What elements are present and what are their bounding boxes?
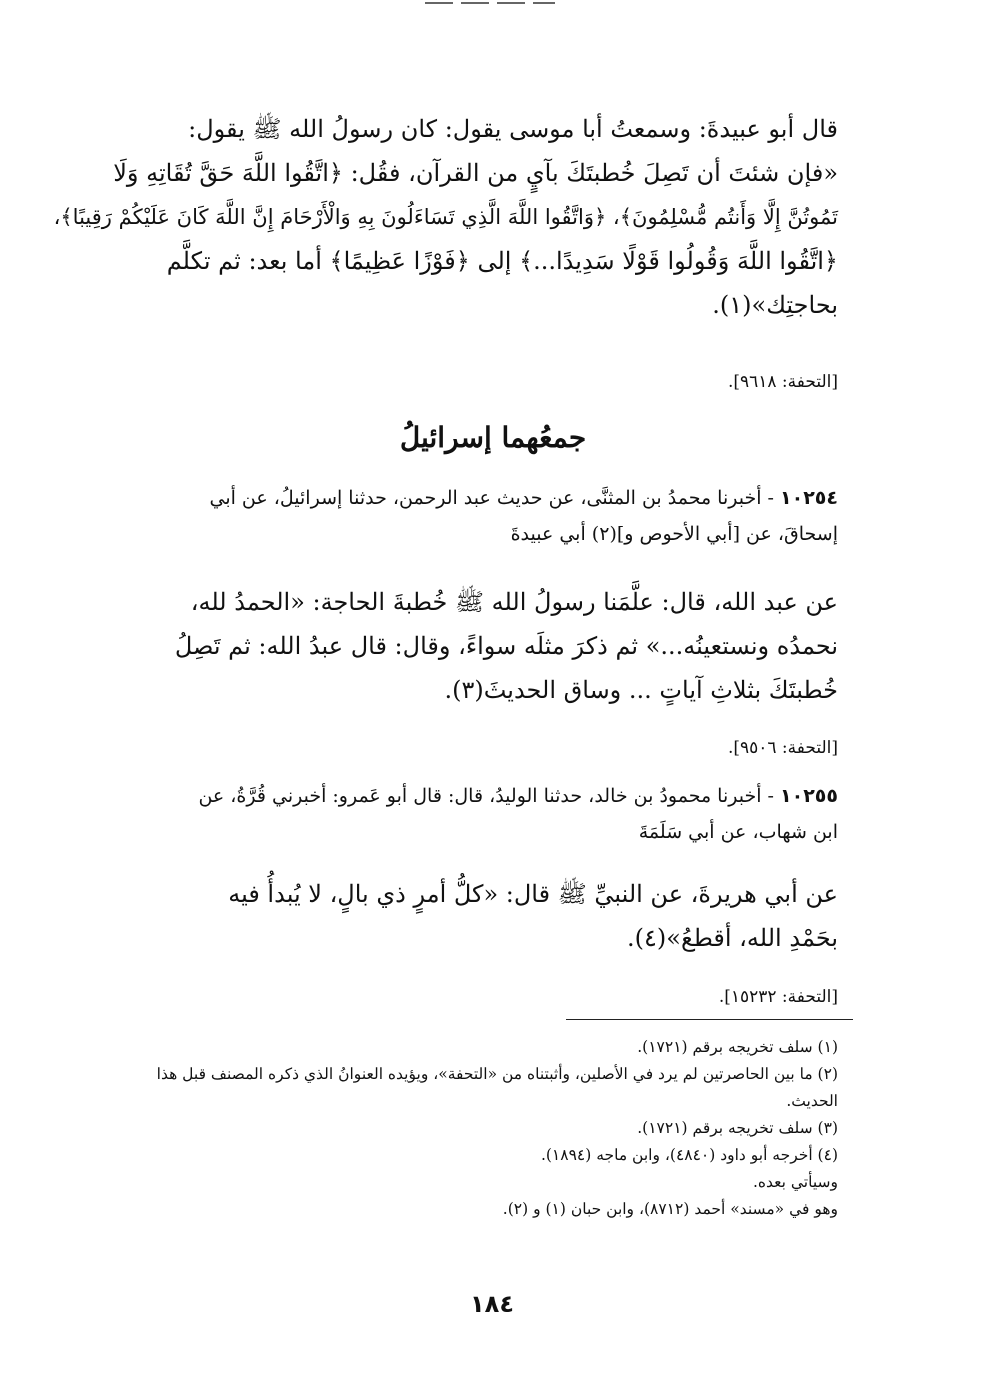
text-line: بحَمْدِ الله، أقطعُ»(٤). xyxy=(627,924,838,952)
hadith-isnad-line xyxy=(148,480,838,516)
footnote-line: (٤) أخرجه أبو داود (٤٨٤٠)، وابن ماجه (١٨٩٤). xyxy=(540,1146,838,1164)
footnotes xyxy=(148,1034,838,1223)
intro-paragraph xyxy=(53,107,838,327)
text-line: خُطبتَكَ بثلاثِ آياتٍ ... وساق الحديثَ(٣). xyxy=(444,676,838,704)
section-heading: جمعُهما إسرائيلُ xyxy=(399,421,587,454)
hadith-10255 xyxy=(148,778,838,850)
text-line: تَمُوتُنَّ إِلَّا وَأَنتُم مُّسْلِمُونَ﴾، ﴿وَاتَّقُوا اللَّهَ الَّذِي تَسَاءَلُونَ بِهِ وَالْأَرْحَامَ إِنَّ اللَّهَ كَانَ عَلَيْكُمْ رَقِيبًا﴾، xyxy=(53,205,838,229)
hadith-isnad-line: ابن شهاب، عن أبي سَلَمَةَ xyxy=(638,821,838,843)
hadith-isnad-line: إسحاقَ، عن [أبي الأحوص و](٢) أبي عبيدةَ xyxy=(510,523,838,545)
footnote-separator xyxy=(566,1019,853,1020)
footnote-line: وسيأتي بعده. xyxy=(752,1173,838,1191)
footnote-line: الحديث. xyxy=(786,1092,838,1110)
tuhfa-reference: [التحفة: ١٥٢٣٢]. xyxy=(718,987,838,1007)
hadith-isnad-line xyxy=(148,778,838,814)
hadith-isnad-text: - أخبرنا محمودُ بن خالد، حدثنا الوليدُ، قال: قال أبو عَمرو: أخبرني قُرَّةُ، عن xyxy=(198,785,774,807)
footnote-line: وهو في «مسند» أحمد (٨٧١٢)، وابن حبان (١) و (٢). xyxy=(502,1200,838,1218)
text-line: ﴿اتَّقُوا اللَّهَ وَقُولُوا قَوْلًا سَدِيدًا...﴾ إلى ﴿فَوْزًا عَظِيمًا﴾ أما بعد: ثم تكلَّم xyxy=(166,247,838,275)
hadith-isnad-text: - أخبرنا محمدُ بن المثنَّى، عن حديث عبد الرحمن، حدثنا إسرائيلُ، عن أبي xyxy=(209,487,774,509)
text-line: بحاجتِك»(١). xyxy=(712,291,838,319)
top-rule xyxy=(425,2,555,4)
page-number: ١٨٤ xyxy=(470,1290,514,1318)
footnote-line: (١) سلف تخريجه برقم (١٧٢١). xyxy=(637,1038,838,1056)
hadith-number: ١٠٢٥٥ xyxy=(780,785,838,807)
tuhfa-reference: [التحفة: ٩٦١٨]. xyxy=(727,372,838,392)
hadith-10254 xyxy=(148,480,838,552)
hadith-10254-matn xyxy=(148,580,838,712)
tuhfa-reference: [التحفة: ٩٥٠٦]. xyxy=(727,738,838,758)
text-line: عن عبد الله، قال: علَّمَنا رسولُ الله ﷺ خُطبةَ الحاجة: «الحمدُ لله، xyxy=(190,588,838,616)
hadith-number: ١٠٢٥٤ xyxy=(780,487,838,509)
text-line: قال أبو عبيدةَ: وسمعتُ أبا موسى يقول: كان رسولُ الله ﷺ يقول: xyxy=(188,115,838,143)
text-line: نحمدُه ونستعينُه...» ثم ذكرَ مثلَه سواءً، وقال: قال عبدُ الله: ثم تَصِلُ xyxy=(174,632,838,660)
footnote-line: (٢) ما بين الحاصرتين لم يرد في الأصلين، وأثبتناه من «التحفة»، ويؤيده العنوانُ الذي ذكره المصنف قبل هذا xyxy=(156,1065,838,1083)
footnote-line: (٣) سلف تخريجه برقم (١٧٢١). xyxy=(637,1119,838,1137)
text-line: عن أبي هريرةَ، عن النبيِّ ﷺ قال: «كلُّ أمرٍ ذي بالٍ، لا يُبدأُ فيه xyxy=(228,880,838,908)
text-line: «فإن شئتَ أن تَصِلَ خُطبتَكَ بآيٍ من القرآن، فقُل: ﴿اتَّقُوا اللَّهَ حَقَّ تُقَاتِهِ وَلَا xyxy=(113,159,838,187)
hadith-10255-matn xyxy=(148,872,838,960)
